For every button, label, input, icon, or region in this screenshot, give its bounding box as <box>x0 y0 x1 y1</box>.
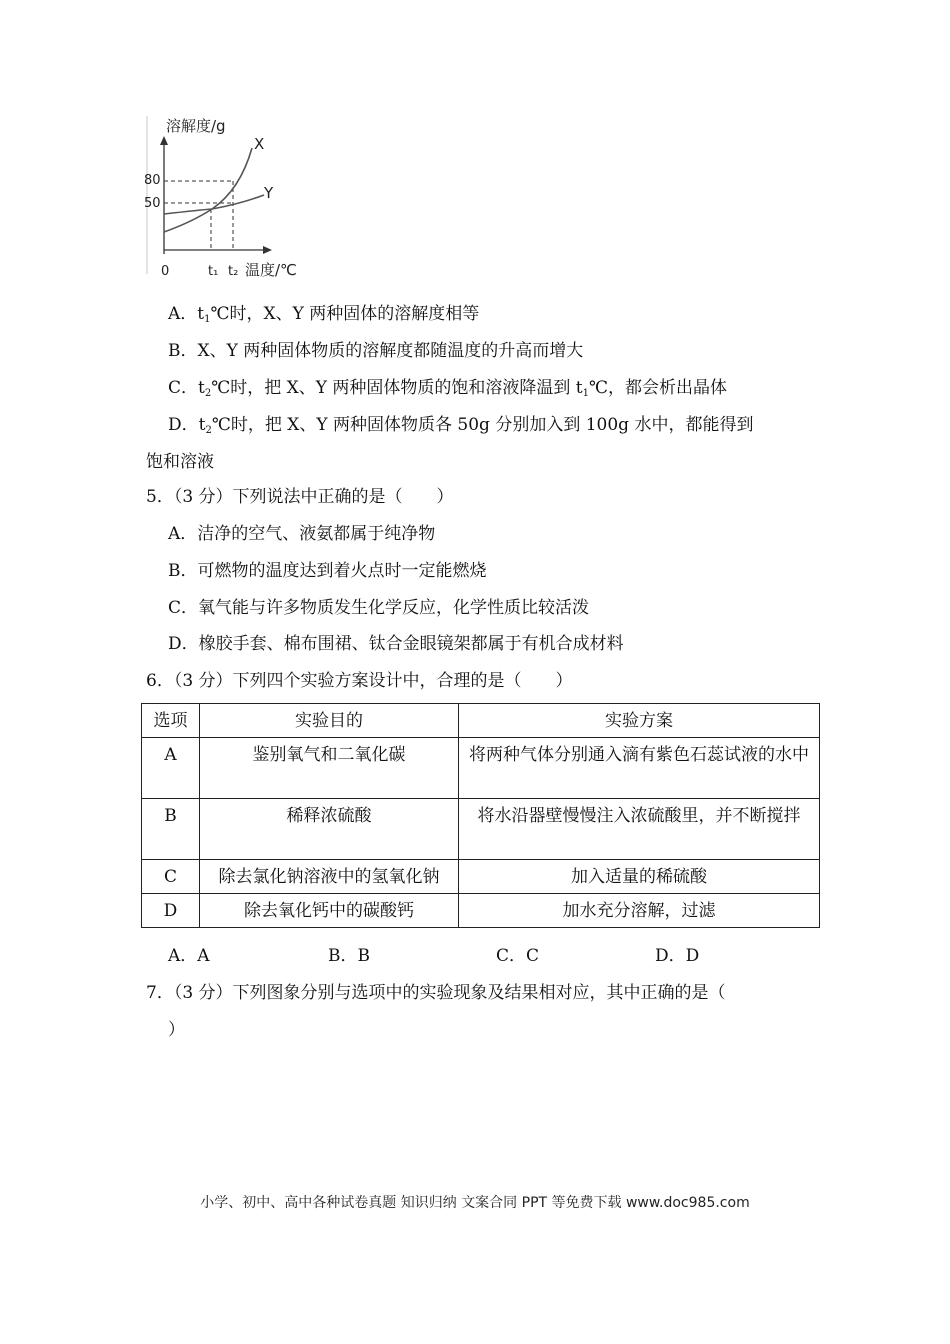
q6-stem: 6．（3 分）下列四个实验方案设计中，合理的是（ ） <box>146 671 573 691</box>
q6-choice-d: D．D <box>655 946 700 966</box>
row-method: 加水充分溶解，过滤 <box>459 894 820 928</box>
y-axis-arrow <box>160 136 168 145</box>
solubility-chart <box>140 112 310 284</box>
q4-option-a: A．$t_1℃$时，X、Y 两种固体的溶解度相等 <box>168 304 480 325</box>
row-purpose: 鉴别氧气和二氧化碳 <box>200 738 459 799</box>
q5-option-c: C．氧气能与许多物质发生化学反应，化学性质比较活泼 <box>168 598 590 618</box>
series-y-label: Y <box>264 184 274 202</box>
table-header-row <box>142 704 820 738</box>
page-footer: 小学、初中、高中各种试卷真题 知识归纳 文案合同 PPT 等免费下载 www.doc985.com <box>200 1195 750 1211</box>
table-row <box>142 738 820 799</box>
q6-table <box>141 703 820 928</box>
row-method: 加入适量的稀硫酸 <box>459 860 820 894</box>
q4-option-c: C．$t_2℃$时，把 X、Y 两种固体物质的饱和溶液降温到 $t_1℃$，都会析出晶体 <box>168 378 728 399</box>
xtick-t2: t₂ <box>228 264 239 279</box>
q5-option-a: A．洁净的空气、液氨都属于纯净物 <box>168 524 436 544</box>
series-x-label: X <box>254 135 265 153</box>
row-label: D <box>142 894 200 928</box>
row-method: 将水沿器壁慢慢注入浓硫酸里，并不断搅拌 <box>459 799 820 860</box>
y-axis-label: 溶解度/g <box>166 117 226 135</box>
q5-option-d: D．橡胶手套、棉布围裙、钛合金眼镜架都属于有机合成材料 <box>168 634 624 654</box>
x-axis-label: 温度/℃ <box>245 261 297 279</box>
q7-stem-continued: ） <box>168 1020 185 1040</box>
table-row <box>142 799 820 860</box>
row-purpose: 除去氯化钠溶液中的氢氧化钠 <box>200 860 459 894</box>
q5-option-b: B．可燃物的温度达到着火点时一定能燃烧 <box>168 561 487 581</box>
q4-option-d: D．$t_2℃$时，把 X、Y 两种固体物质各 50g 分别加入到 100g 水中，都能得到 <box>168 415 754 436</box>
origin-label: 0 <box>161 264 170 279</box>
row-purpose: 稀释浓硫酸 <box>200 799 459 860</box>
q6-choice-a: A．A <box>168 946 210 966</box>
header-method: 实验方案 <box>459 704 820 738</box>
ytick-50: 50 <box>144 196 161 211</box>
x-axis-arrow <box>263 246 272 254</box>
ytick-80: 80 <box>144 173 161 188</box>
q5-stem: 5．（3 分）下列说法中正确的是（ ） <box>146 487 454 507</box>
q6-choice-c: C．C <box>496 946 540 966</box>
row-label: C <box>142 860 200 894</box>
row-label: A <box>142 738 200 799</box>
q4-option-d-continued: 饱和溶液 <box>146 452 214 472</box>
row-method: 将两种气体分别通入滴有紫色石蕊试液的水中 <box>459 738 820 799</box>
curve-x <box>164 148 252 232</box>
q6-choice-b: B．B <box>328 946 370 966</box>
curve-y <box>164 195 264 214</box>
row-label: B <box>142 799 200 860</box>
header-purpose: 实验目的 <box>200 704 459 738</box>
table-row <box>142 860 820 894</box>
q7-stem: 7．（3 分）下列图象分别与选项中的实验现象及结果相对应，其中正确的是（ <box>146 983 726 1003</box>
xtick-t1: t₁ <box>208 264 219 279</box>
table-row <box>142 894 820 928</box>
header-option: 选项 <box>142 704 200 738</box>
row-purpose: 除去氧化钙中的碳酸钙 <box>200 894 459 928</box>
q4-option-b: B．X、Y 两种固体物质的溶解度都随温度的升高而增大 <box>168 341 584 361</box>
